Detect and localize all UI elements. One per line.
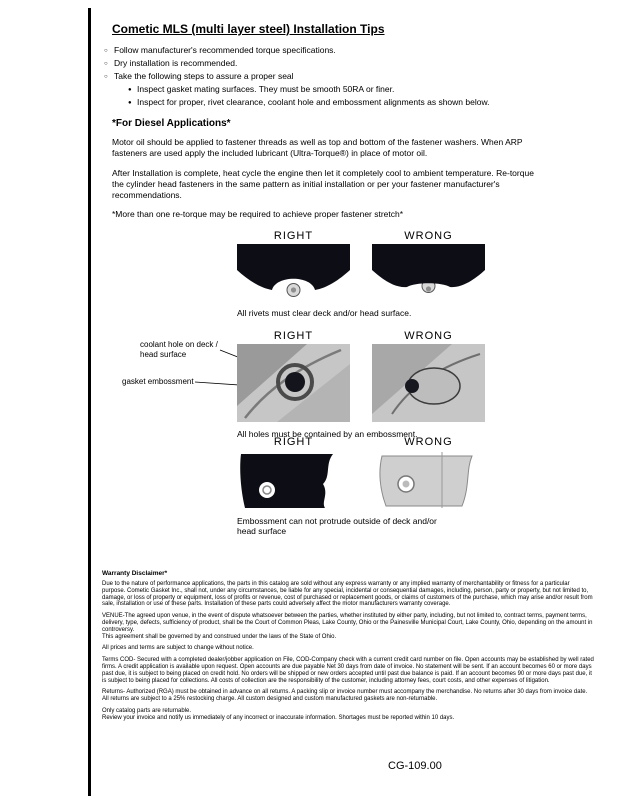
warranty-paragraph: This agreement shall be governed by and construed under the laws of the State of Ohio. <box>102 633 337 640</box>
diesel-applications-heading: *For Diesel Applications* <box>112 118 231 129</box>
sub-tip-item: ● Inspect gasket mating surfaces. They must be smooth 50RA or finer. <box>128 83 574 96</box>
caption-rivets: All rivets must clear deck and/or head surface. <box>237 308 412 318</box>
protrusion-wrong-diagram <box>372 450 485 510</box>
warranty-paragraph: Terms COD- Secured with a completed dealer/jobber application on File, COD-Company check with a current credit card number on file. Open accounts may be established by well rated firms. A credit application is available upon request. Open accounts are due payable Net 30 days from date of invoice. No statement will be sent. If an account becomes 60 or more days past due, it is subject to being placed on credit hold. No orders will be shipped or new orders accepted until past due balance is paid. If an account becomes 90 or more days past due, it is subject to being placed for collections. All costs of collection are the responsibility of the customer, including attorney fees, court costs, and other expenses of litigation. <box>102 657 594 684</box>
sub-tips-list <box>114 83 574 109</box>
page-left-border <box>88 8 91 796</box>
diesel-paragraph-1: Motor oil should be applied to fastener threads as well as top and bottom of the fastener washers. When ARP fasteners are used apply the included lubricant (Ultra-Torque®) in place of motor oil. <box>112 137 523 158</box>
tip-item-text: Take the following steps to assure a proper seal <box>114 71 294 81</box>
protrusion-right-diagram <box>237 450 350 510</box>
wrong-header-row2: WRONG <box>404 330 453 342</box>
warranty-paragraph: VENUE-The agreed upon venue, in the event of dispute whatsoever between the parties, whether instituted by either party, including, but not limited to, contract terms, payment terms, delivery, type, defects, sufficiency of product, shall be the Court of Common Pleas, Lake County, Ohio or the Painesville Municipal Court, Lake County, Ohio, depending on the amount in controversy. <box>102 613 593 633</box>
diesel-paragraph-2: After Installation is complete, heat cycle the engine then let it completely cool to ambient temperature. Re-torque the cylinder head fasteners in the same pattern as initial installation or per your fastener manufacturer's recommendations. <box>112 168 534 200</box>
warranty-paragraph: All prices and terms are subject to change without notice. <box>102 645 254 652</box>
warranty-paragraph: Only catalog parts are returnable. <box>102 707 192 714</box>
warranty-disclaimer <box>102 570 594 722</box>
right-header-row1: RIGHT <box>273 230 314 242</box>
wrong-header-row1: WRONG <box>404 230 453 242</box>
right-header-row2: RIGHT <box>273 330 314 342</box>
installation-tips-list <box>104 44 574 109</box>
caption-embossment: Embossment can not protrude outside of deck and/or head surface <box>237 516 437 536</box>
caption-holes: All holes must be contained by an embossment. <box>237 429 418 439</box>
label-gasket-embossment: gasket embossment <box>122 377 194 386</box>
label-coolant-hole: coolant hole on deck / head surface <box>140 340 218 359</box>
warranty-heading: Warranty Disclaimer* <box>102 570 168 577</box>
sub-tip-item: ● Inspect for proper, rivet clearance, coolant hole and embossment alignments as shown below. <box>128 96 574 109</box>
tip-item <box>104 70 574 109</box>
warranty-paragraph: Due to the nature of performance applications, the parts in this catalog are sold without any express warranty or any implied warranty of merchantability or fitness for a particular purpose. Cometic Gasket Inc., shall not, under any circumstances, be liable for any special, incidental or consequential damages, including, person, party or property, but not limited to, damage, or loss of property or equipment, loss of profits or revenue, cost of purchased or replacement goods, or claims of customers of the purchase, which may arise and/or result from sale, installation or use of these parts. Installation of these parts could adversely affect the motor manufacturers warranty coverage. <box>102 581 593 608</box>
page-number: CG-109.00 <box>388 760 442 772</box>
page-title: Cometic MLS (multi layer steel) Installation Tips <box>112 22 385 36</box>
retorque-note: *More than one re-torque may be required to achieve proper fastener stretch* <box>112 209 404 219</box>
right-header-row3: RIGHT <box>273 436 314 448</box>
embossment-wrong-diagram <box>372 344 485 422</box>
tip-item: ○ Follow manufacturer's recommended torque specifications. <box>104 44 574 57</box>
wrong-header-row3: WRONG <box>404 436 453 448</box>
rivet-right-diagram <box>237 244 350 302</box>
rivet-wrong-diagram <box>372 244 485 302</box>
warranty-paragraph: Returns- Authorized (RGA) must be obtained in advance on all returns. A packing slip or invoice number must accompany the merchandise. No returns after 30 days from invoice date. All returns are subject to a 25% restocking charge. All custom designed and custom manufactured gaskets are non-returnable. <box>102 689 588 703</box>
embossment-right-diagram <box>237 344 350 422</box>
tip-item: ○ Dry installation is recommended. <box>104 57 574 70</box>
warranty-paragraph: Review your invoice and notify us immediately of any incorrect or inaccurate information. Shortages must be reported within 10 days. <box>102 714 455 721</box>
